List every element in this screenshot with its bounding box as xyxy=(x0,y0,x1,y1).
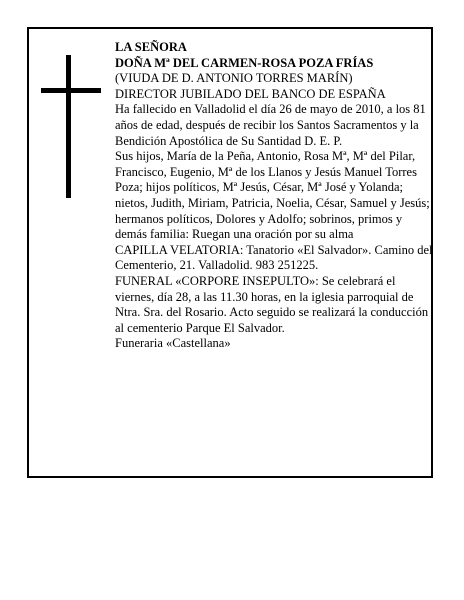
obituary-notice xyxy=(27,27,433,478)
notice-text xyxy=(115,40,435,352)
paragraph-familia: Sus hijos, María de la Peña, Antonio, Rosa Mª, Mª del Pilar, Francisco, Eugenio, Mª de los Llanos y Jesús Manuel Torres Poza; hijos políticos, Mª Jesús, César, Mª José y Yolanda; nietos, Judith, Miriam, Patricia, Noelia, César, Samuel y Jesús; hermanos políticos, Dolores y Adolfo; sobrinos, primos y demás familia: Ruegan una oración por su alma xyxy=(115,149,430,242)
paragraph-capilla: CAPILLA VELATORIA: Tanatorio «El Salvador». Camino del Cementerio, 21. Valladolid. 983 251225. xyxy=(115,242,433,273)
paragraph-funeraria: Funeraria «Castellana» xyxy=(115,336,231,351)
heading-deceased-name: DOÑA Mª DEL CARMEN-ROSA POZA FRÍAS xyxy=(115,55,374,70)
cross-icon xyxy=(41,55,101,200)
cross-horizontal-bar xyxy=(41,88,101,93)
line-director: DIRECTOR JUBILADO DEL BANCO DE ESPAÑA xyxy=(115,86,386,101)
paragraph-funeral: FUNERAL «CORPORE INSEPULTO»: Se celebrará el viernes, día 28, a las 11.30 horas, en la iglesia parroquial de Ntra. Sra. del Rosario. Acto seguido se realizará la conducción al cementerio Parque El Salvador. xyxy=(115,273,429,335)
paragraph-fallecido: Ha fallecido en Valladolid el día 26 de mayo de 2010, a los 81 años de edad, después de recibir los Santos Sacramentos y la Bendición Apostólica de Su Santidad D. E. P. xyxy=(115,102,426,148)
cross-vertical-bar xyxy=(66,55,71,198)
line-viuda: (VIUDA DE D. ANTONIO TORRES MARÍN) xyxy=(115,71,353,86)
heading-la-senora: LA SEÑORA xyxy=(115,40,187,54)
